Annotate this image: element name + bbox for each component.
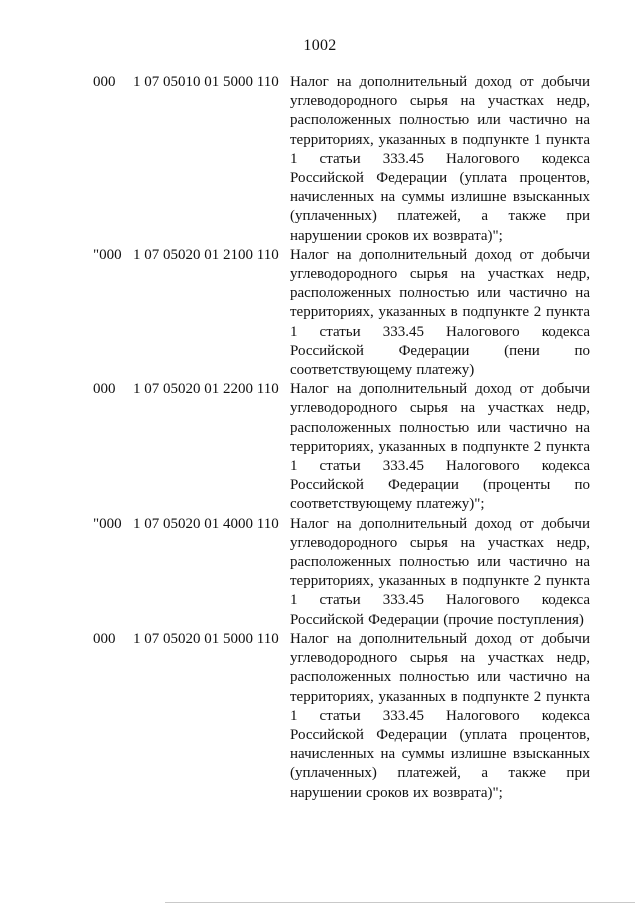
entry-description: Налог на дополнительный доход от добычи углеводородного сырья на участках недр, расположенных полностью или частично на территориях, указанных в подпункте 2 пункта 1 статьи 333.45 Налогового кодекса Российской Федерации (проценты по соответствующему платежу)"; xyxy=(290,381,590,513)
budget-classification-code: 1 07 05010 01 5000 110 xyxy=(133,74,279,90)
budget-classification-code: 1 07 05020 01 2200 110 xyxy=(133,381,279,398)
entry-description: Налог на дополнительный доход от добычи углеводородного сырья на участках недр, расположенных полностью или частично на территориях, указанных в подпункте 2 пункта 1 статьи 333.45 Налогового кодекса Российской Федерации (уплата процентов, начисленных на суммы излишне взысканных (уплаченных) платежей, а также при нарушении сроков их возврата)"; xyxy=(290,630,590,801)
entry-description: Налог на дополнительный доход от добычи углеводородного сырья на участках недр, расположенных полностью или частично на территориях, указанных в подпункте 1 пункта 1 статьи 333.45 Налогового кодекса Российской Федерации (уплата процентов, начисленных на суммы излишне взысканных (уплаченных) платежей, а также при нарушении сроков их возврата)"; xyxy=(290,74,590,244)
admin-code: "000 xyxy=(93,246,122,263)
scan-edge-line xyxy=(165,902,635,903)
budget-classification-code: 1 07 05020 01 5000 110 xyxy=(133,630,279,647)
list-item xyxy=(0,630,640,803)
budget-classification-code: 1 07 05020 01 4000 110 xyxy=(133,515,279,532)
list-item xyxy=(0,246,640,380)
admin-code: "000 xyxy=(93,515,122,532)
list-item xyxy=(0,380,640,514)
list-item xyxy=(0,515,640,630)
document-body xyxy=(0,73,640,803)
admin-code: 000 xyxy=(93,630,116,647)
entry-description: Налог на дополнительный доход от добычи углеводородного сырья на участках недр, расположенных полностью или частично на территориях, указанных в подпункте 2 пункта 1 статьи 333.45 Налогового кодекса Российской Федерации (прочие поступления) xyxy=(290,515,590,628)
admin-code: 000 xyxy=(93,74,116,90)
page-number: 1002 xyxy=(303,37,337,54)
budget-classification-code: 1 07 05020 01 2100 110 xyxy=(133,246,279,263)
admin-code: 000 xyxy=(93,381,116,398)
entry-description: Налог на дополнительный доход от добычи углеводородного сырья на участках недр, расположенных полностью или частично на территориях, указанных в подпункте 2 пункта 1 статьи 333.45 Налогового кодекса Российской Федерации (пени по соответствующему платежу) xyxy=(290,246,590,379)
list-item xyxy=(0,73,640,246)
